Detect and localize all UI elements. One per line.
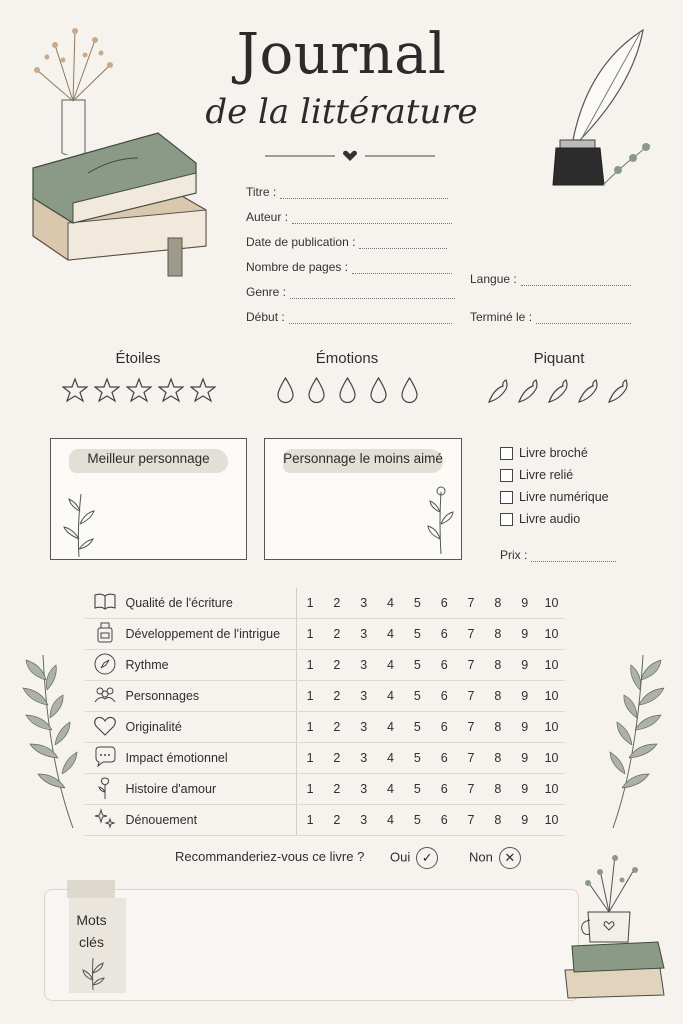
score-option[interactable]: 2 — [323, 681, 350, 712]
score-option[interactable]: 9 — [511, 712, 538, 743]
score-option[interactable]: 1 — [296, 619, 323, 650]
recommend-no[interactable] — [469, 847, 521, 869]
score-option[interactable]: 6 — [431, 805, 458, 836]
field-start-label: Début : — [246, 310, 285, 324]
score-option[interactable]: 6 — [431, 650, 458, 681]
criteria-row — [85, 619, 565, 650]
keywords-label — [69, 909, 114, 953]
tear-drop-icon[interactable] — [369, 376, 388, 404]
books-mug-illustration — [560, 850, 675, 1005]
format-hardcover[interactable] — [500, 464, 609, 486]
score-option[interactable]: 1 — [296, 588, 323, 619]
format-checklist — [500, 442, 609, 530]
ink-bottle-icon — [92, 620, 118, 646]
score-option[interactable]: 6 — [431, 619, 458, 650]
criteria-row — [85, 650, 565, 681]
score-option[interactable]: 6 — [431, 712, 458, 743]
tear-drop-icon[interactable] — [307, 376, 326, 404]
people-icon — [92, 682, 118, 708]
yes-label: Oui — [390, 849, 411, 865]
criteria-icon-cell — [85, 650, 126, 681]
score-option[interactable]: 3 — [350, 774, 377, 805]
spicy-rating[interactable] — [486, 377, 631, 405]
criteria-label: Impact émotionnel — [126, 743, 297, 774]
book-info-fields — [246, 185, 455, 335]
criteria-icon-cell — [85, 774, 126, 805]
score-option[interactable]: 6 — [431, 588, 458, 619]
score-option[interactable]: 1 — [296, 805, 323, 836]
sprig-icon — [59, 489, 99, 559]
score-option[interactable]: 8 — [484, 774, 511, 805]
score-option[interactable]: 8 — [484, 588, 511, 619]
star-outline-icon[interactable] — [126, 377, 152, 403]
format-label: Livre audio — [519, 512, 581, 526]
heart-divider-icon — [265, 150, 435, 162]
format-label: Livre broché — [519, 446, 588, 460]
criteria-row — [85, 681, 565, 712]
criteria-label: Histoire d'amour — [126, 774, 297, 805]
page-title: Journal — [236, 22, 447, 87]
least-liked-character-label: Personnage le moins aimé — [283, 451, 443, 466]
star-outline-icon[interactable] — [190, 377, 216, 403]
score-option[interactable]: 8 — [484, 805, 511, 836]
field-language[interactable] — [470, 272, 631, 286]
score-option[interactable]: 8 — [484, 712, 511, 743]
no-label: Non — [469, 849, 493, 865]
tear-drop-icon[interactable] — [276, 376, 295, 404]
criteria-label: Qualité de l'écriture — [126, 588, 297, 619]
tear-drop-icon[interactable] — [400, 376, 419, 404]
score-option[interactable]: 10 — [538, 743, 565, 774]
score-option[interactable]: 1 — [296, 774, 323, 805]
criteria-rating-table — [85, 588, 565, 836]
criteria-label: Personnages — [126, 681, 297, 712]
field-genre-label: Genre : — [246, 285, 287, 299]
criteria-row — [85, 712, 565, 743]
score-option[interactable]: 8 — [484, 650, 511, 681]
chili-pepper-icon[interactable] — [546, 377, 571, 405]
emotions-title: Émotions — [315, 350, 379, 367]
score-option[interactable]: 9 — [511, 588, 538, 619]
score-option[interactable]: 3 — [350, 743, 377, 774]
page-subtitle: de la littérature — [205, 92, 478, 132]
format-ebook[interactable] — [500, 486, 609, 508]
score-option[interactable]: 8 — [484, 619, 511, 650]
star-outline-icon[interactable] — [62, 377, 88, 403]
score-option[interactable]: 7 — [458, 774, 485, 805]
criteria-icon-cell — [85, 712, 126, 743]
tear-drop-icon[interactable] — [338, 376, 357, 404]
rose-icon — [92, 775, 118, 801]
score-option[interactable]: 4 — [377, 805, 404, 836]
criteria-icon-cell — [85, 805, 126, 836]
heart-icon — [92, 713, 118, 739]
score-option[interactable]: 9 — [511, 774, 538, 805]
score-option[interactable]: 7 — [458, 619, 485, 650]
score-option[interactable]: 7 — [458, 805, 485, 836]
score-option[interactable]: 2 — [323, 650, 350, 681]
score-option[interactable]: 10 — [538, 619, 565, 650]
score-option[interactable]: 5 — [404, 743, 431, 774]
score-option[interactable]: 3 — [350, 681, 377, 712]
criteria-icon-cell — [85, 681, 126, 712]
score-option[interactable]: 9 — [511, 619, 538, 650]
field-author[interactable] — [246, 210, 455, 235]
checkbox[interactable] — [500, 469, 513, 482]
criteria-icon-cell — [85, 743, 126, 774]
score-option[interactable]: 6 — [431, 774, 458, 805]
field-language-label: Langue : — [470, 272, 517, 286]
stars-rating[interactable] — [62, 377, 216, 403]
book-stack-illustration — [28, 128, 213, 278]
score-option[interactable]: 8 — [484, 681, 511, 712]
score-option[interactable]: 10 — [538, 588, 565, 619]
score-option[interactable]: 7 — [458, 650, 485, 681]
score-option[interactable]: 1 — [296, 743, 323, 774]
recommend-yes[interactable] — [390, 847, 438, 869]
score-option[interactable]: 7 — [458, 681, 485, 712]
score-option[interactable]: 2 — [323, 774, 350, 805]
best-character-box[interactable] — [50, 438, 247, 560]
field-genre[interactable] — [246, 285, 455, 310]
criteria-row — [85, 588, 565, 619]
score-option[interactable]: 5 — [404, 774, 431, 805]
star-outline-icon[interactable] — [158, 377, 184, 403]
criteria-row — [85, 743, 565, 774]
score-option[interactable]: 10 — [538, 712, 565, 743]
field-price[interactable] — [500, 548, 616, 562]
score-option[interactable]: 7 — [458, 588, 485, 619]
right-branch-illustration — [605, 650, 677, 830]
emotions-rating[interactable] — [276, 376, 419, 404]
check-icon[interactable]: ✓ — [416, 847, 438, 869]
score-option[interactable]: 10 — [538, 650, 565, 681]
criteria-row — [85, 805, 565, 836]
score-option[interactable]: 7 — [458, 743, 485, 774]
criteria-icon-cell — [85, 619, 126, 650]
keywords-label-line2: clés — [79, 934, 104, 950]
criteria-row — [85, 774, 565, 805]
criteria-icon-cell — [85, 588, 126, 619]
chili-pepper-icon[interactable] — [576, 377, 601, 405]
checkbox[interactable] — [500, 491, 513, 504]
field-start[interactable] — [246, 310, 455, 335]
tape-strip — [67, 880, 115, 898]
score-option[interactable]: 4 — [377, 681, 404, 712]
score-option[interactable]: 2 — [323, 743, 350, 774]
criteria-label: Dénouement — [126, 805, 297, 836]
best-character-label: Meilleur personnage — [87, 451, 210, 466]
score-option[interactable]: 2 — [323, 712, 350, 743]
field-price-label: Prix : — [500, 548, 528, 562]
speech-bubble-icon — [92, 744, 118, 770]
left-branch-illustration — [8, 650, 80, 830]
chili-pepper-icon[interactable] — [486, 377, 511, 405]
score-option[interactable]: 3 — [350, 712, 377, 743]
criteria-label: Originalité — [126, 712, 297, 743]
score-option[interactable]: 4 — [377, 650, 404, 681]
score-option[interactable]: 8 — [484, 743, 511, 774]
score-option[interactable]: 5 — [404, 588, 431, 619]
least-liked-character-box[interactable] — [264, 438, 462, 560]
score-option[interactable]: 5 — [404, 712, 431, 743]
checkbox[interactable] — [500, 447, 513, 460]
score-option[interactable]: 10 — [538, 805, 565, 836]
score-option[interactable]: 4 — [377, 774, 404, 805]
score-option[interactable]: 6 — [431, 681, 458, 712]
field-page-count[interactable] — [246, 260, 455, 285]
score-option[interactable]: 9 — [511, 805, 538, 836]
score-option[interactable]: 1 — [296, 712, 323, 743]
score-option[interactable]: 3 — [350, 650, 377, 681]
score-option[interactable]: 7 — [458, 712, 485, 743]
chili-pepper-icon[interactable] — [606, 377, 631, 405]
score-option[interactable]: 5 — [404, 681, 431, 712]
stars-title: Étoiles — [115, 350, 161, 367]
field-publication-date[interactable] — [246, 235, 455, 260]
score-option[interactable]: 3 — [350, 805, 377, 836]
score-option[interactable]: 2 — [323, 588, 350, 619]
score-option[interactable]: 4 — [377, 712, 404, 743]
format-label: Livre relié — [519, 468, 574, 482]
score-option[interactable]: 3 — [350, 619, 377, 650]
score-option[interactable]: 10 — [538, 774, 565, 805]
field-finished[interactable] — [470, 310, 631, 324]
criteria-label: Développement de l'intrigue — [126, 619, 297, 650]
keywords-label-line1: Mots — [76, 912, 107, 928]
score-option[interactable]: 4 — [377, 588, 404, 619]
criteria-label: Rythme — [126, 650, 297, 681]
cross-icon[interactable]: ✕ — [499, 847, 521, 869]
score-option[interactable]: 9 — [511, 681, 538, 712]
field-title-label: Titre : — [246, 185, 277, 199]
small-sprig-icon — [80, 955, 106, 991]
spicy-title: Piquant — [533, 350, 585, 367]
open-book-icon — [92, 589, 118, 615]
format-audiobook[interactable] — [500, 508, 609, 530]
field-page-count-label: Nombre de pages : — [246, 260, 349, 274]
format-label: Livre numérique — [519, 490, 609, 504]
score-option[interactable]: 3 — [350, 588, 377, 619]
flower-sprig-icon — [425, 484, 457, 556]
field-publication-date-label: Date de publication : — [246, 235, 356, 249]
score-option[interactable]: 5 — [404, 805, 431, 836]
score-option[interactable]: 9 — [511, 743, 538, 774]
recommend-question: Recommanderiez-vous ce livre ? — [175, 849, 365, 864]
sparkles-icon — [92, 806, 118, 832]
score-option[interactable]: 6 — [431, 743, 458, 774]
checkbox[interactable] — [500, 513, 513, 526]
field-title[interactable] — [246, 185, 455, 210]
format-paperback[interactable] — [500, 442, 609, 464]
score-option[interactable]: 1 — [296, 681, 323, 712]
star-outline-icon[interactable] — [94, 377, 120, 403]
score-option[interactable]: 2 — [323, 805, 350, 836]
score-option[interactable]: 5 — [404, 619, 431, 650]
score-option[interactable]: 4 — [377, 619, 404, 650]
score-option[interactable]: 4 — [377, 743, 404, 774]
field-author-label: Auteur : — [246, 210, 289, 224]
score-option[interactable]: 10 — [538, 681, 565, 712]
chili-pepper-icon[interactable] — [516, 377, 541, 405]
score-option[interactable]: 1 — [296, 650, 323, 681]
field-finished-label: Terminé le : — [470, 310, 533, 324]
compass-icon — [92, 651, 118, 677]
score-option[interactable]: 2 — [323, 619, 350, 650]
score-option[interactable]: 9 — [511, 650, 538, 681]
score-option[interactable]: 5 — [404, 650, 431, 681]
